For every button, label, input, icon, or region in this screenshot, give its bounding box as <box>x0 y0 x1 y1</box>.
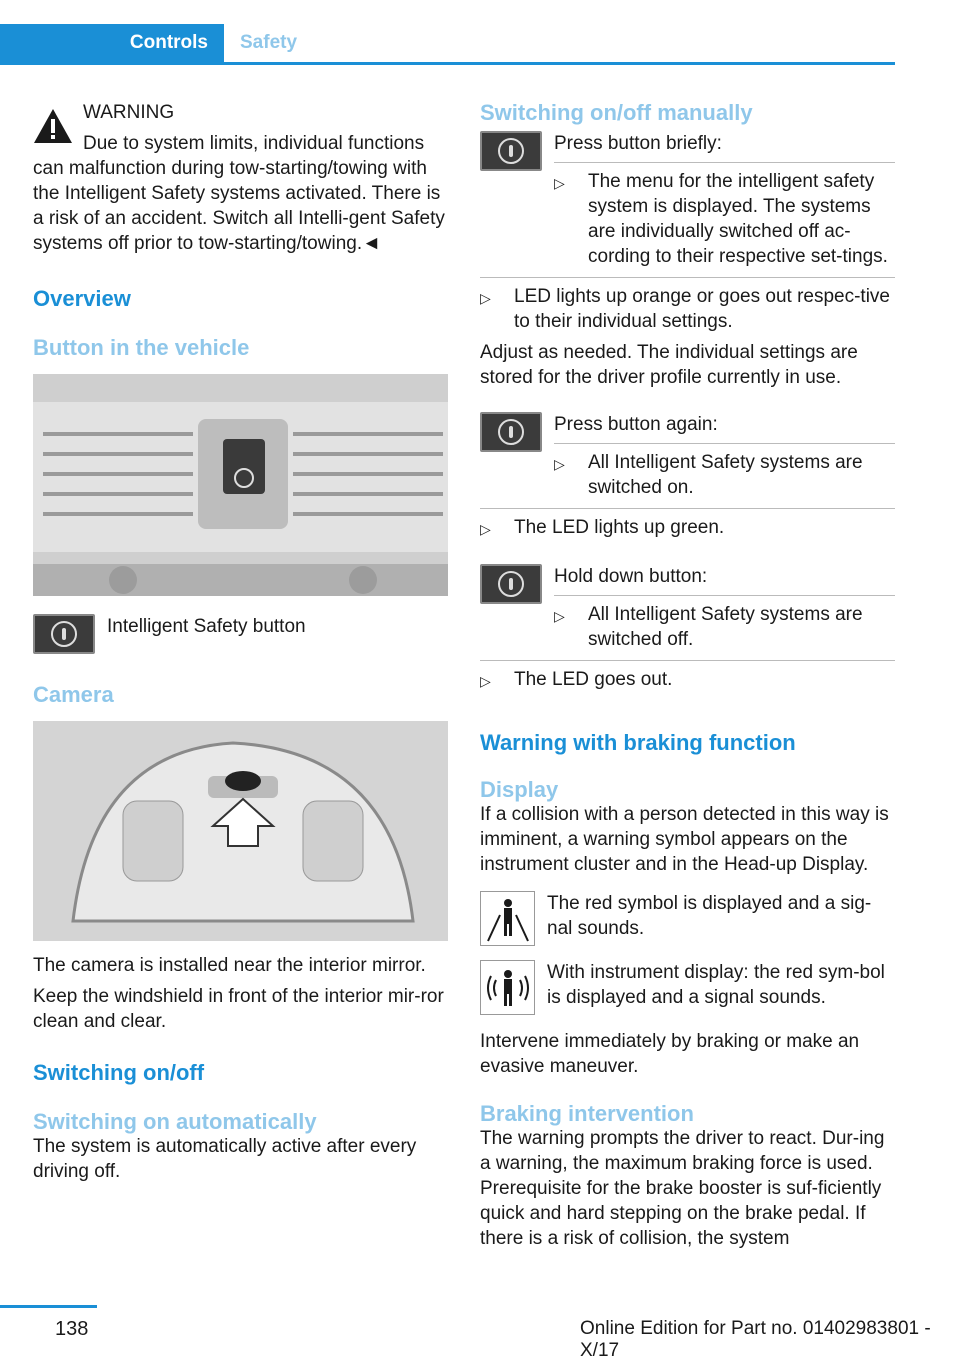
bullet-triangle-icon: ▷ <box>480 521 491 537</box>
list-item: ▷ The LED goes out. <box>480 667 895 694</box>
braking-heading: Braking intervention <box>480 1101 694 1126</box>
list-item: ▷ LED lights up orange or goes out respec-tive to their individual settings. <box>480 286 890 332</box>
warning-title: WARNING <box>83 102 175 123</box>
tab-controls[interactable]: Controls <box>0 24 224 62</box>
left-column <box>33 100 448 1184</box>
hold-block <box>480 564 895 652</box>
intelligent-safety-button-icon <box>480 564 542 604</box>
bullet-triangle-icon: ▷ <box>480 673 491 689</box>
display-heading: Display <box>480 777 559 802</box>
manual-heading: Switching on/off manually <box>480 100 753 125</box>
list-item: ▷ The LED lights up green. <box>480 515 895 542</box>
list-item: ▷ All Intelligent Safety systems are switched off. <box>554 604 863 650</box>
warning-text: Due to system limits, individual functions can malfunction during tow-starting/towing with the Intelligent Safety systems activated. There is a risk of an accident. Switch all Intelli-gent Safety systems off prior to tow-starting/towing.◄ <box>33 133 445 254</box>
dashboard-button-photo <box>33 374 448 596</box>
intelligent-safety-button-icon <box>33 614 95 654</box>
display-text: If a collision with a person detected in this way is imminent, a warning symbol appears on the instrument cluster and in the Head-up Display. <box>480 804 889 875</box>
intelligent-safety-button-icon <box>480 131 542 171</box>
switching-auto-text: The system is automatically active after every driving off. <box>33 1136 417 1182</box>
press-again-label: Press button again: <box>554 414 718 435</box>
chapter-tabs <box>0 24 895 65</box>
footer-accent-line <box>0 1305 97 1308</box>
tab-safety[interactable]: Safety <box>240 32 298 53</box>
page-number: 138 <box>55 1318 89 1340</box>
hold-label: Hold down button: <box>554 566 708 587</box>
bullet-triangle-icon: ▷ <box>554 456 565 472</box>
list-item: ▷ All Intelligent Safety systems are switched on. <box>554 452 863 498</box>
warning-triangle-icon <box>33 108 73 144</box>
warning-block <box>33 100 448 256</box>
intervene-text: Intervene immediately by braking or make an evasive maneuver. <box>480 1031 860 1077</box>
overview-heading: Overview <box>33 286 131 311</box>
switching-heading: Switching on/off <box>33 1060 205 1085</box>
red-symbol-block <box>480 891 895 946</box>
bullet-triangle-icon: ▷ <box>480 290 491 306</box>
button-heading: Button in the vehicle <box>33 335 250 360</box>
list-item: ▷ The menu for the intelligent safety system is displayed. The systems are individually switched off ac-cording to their respective set-tings. <box>554 171 888 267</box>
camera-clean-text: Keep the windshield in front of the interior mir-ror clean and clear. <box>33 986 444 1032</box>
press-brief-block <box>480 131 895 269</box>
right-column <box>480 100 895 1251</box>
intelligent-safety-button-legend <box>33 614 448 654</box>
press-brief-label: Press button briefly: <box>554 133 722 154</box>
warn-brake-heading: Warning with braking function <box>480 730 796 755</box>
instrument-display-text: With instrument display: the red sym-bol is displayed and a signal sounds. <box>547 962 885 1008</box>
edition-text: Online Edition for Part no. 01402983801 - X/17 <box>580 1318 931 1361</box>
camera-heading: Camera <box>33 682 114 707</box>
braking-text: The warning prompts the driver to react. Dur-ing a warning, the maximum braking force is used. Prerequisite for the brake booster is suf-ficiently quick and hard stepping on the brake pedal. If there is a risk of collision, the system <box>480 1128 885 1249</box>
camera-location-text: The camera is installed near the interior mirror. <box>33 955 426 976</box>
windshield-camera-photo <box>33 721 448 941</box>
press-again-block <box>480 412 895 500</box>
adjust-text: Adjust as needed. The individual settings are stored for the driver profile currently in use. <box>480 342 858 388</box>
red-symbol-text: The red symbol is displayed and a sig-nal sounds. <box>547 893 872 939</box>
bullet-triangle-icon: ▷ <box>554 608 565 624</box>
pedestrian-warning-icon <box>480 891 535 946</box>
switching-auto-heading: Switching on automatically <box>33 1109 317 1134</box>
bullet-triangle-icon: ▷ <box>554 175 565 191</box>
pedestrian-signal-icon <box>480 960 535 1015</box>
instrument-display-block <box>480 960 895 1015</box>
intelligent-safety-button-icon <box>480 412 542 452</box>
button-caption: Intelligent Safety button <box>107 616 306 637</box>
